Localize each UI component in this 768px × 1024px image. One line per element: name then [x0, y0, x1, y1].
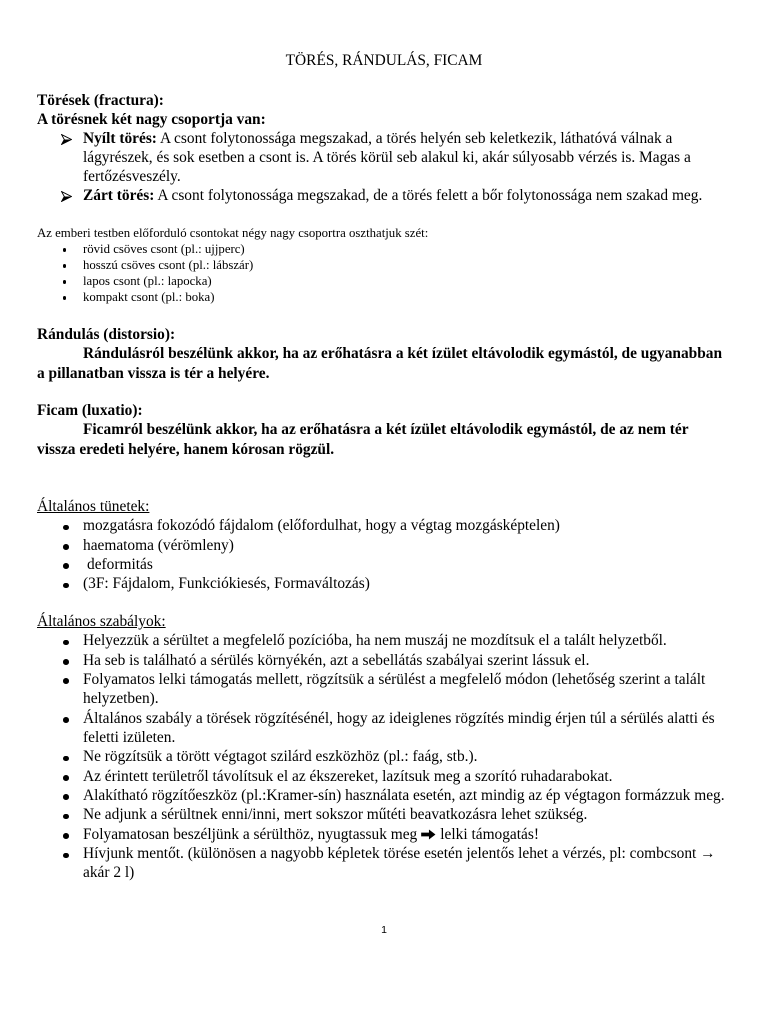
fractures-section — [37, 91, 737, 205]
rule-text-line: Ha seb is található a sérülés környékén, azt a sebellátás szabályai szerint lássuk el. — [83, 651, 590, 669]
symptoms-section — [37, 497, 737, 593]
rule-text-line: Alakítható rögzítőeszköz (pl.:Kramer-sín) használata esetén, azt mindig az ép végtagon formázzuk meg. — [83, 787, 725, 805]
rule-text: Folyamatosan beszéljünk a sérülthöz, nyugtassuk meg — [83, 825, 418, 843]
symptoms-heading: Általános tünetek: — [37, 498, 150, 515]
bone-type-item — [37, 257, 737, 273]
bullet-icon — [63, 794, 69, 800]
rule-text-line: Az érintett területről távolítsuk el az ékszereket, lazítsuk meg a szorító ruhadarabokat. — [83, 767, 613, 785]
rules-heading: Általános szabályok: — [37, 613, 166, 630]
rule-text-line: feletti izületen. — [83, 729, 176, 747]
symptom-item — [37, 536, 737, 555]
fracture-type-line — [83, 129, 737, 148]
rule-text-line: akár 2 l) — [83, 864, 135, 882]
dislocation-definition-line: Ficamról beszélünk akkor, ha az erőhatásra a két ízület eltávolodik egymástól, de az nem tér — [83, 421, 689, 439]
dislocation-definition-line: vissza eredeti helyére, hanem kórosan rögzül. — [37, 440, 335, 458]
bullet-icon — [63, 248, 67, 252]
rule-text-line: helyzetben). — [83, 690, 159, 708]
symptom-text: (3F: Fájdalom, Funkciókiesés, Formaváltozás) — [83, 575, 370, 593]
bone-type-label: hosszú csöves csont (pl.: lábszár) — [83, 257, 254, 272]
rule-item — [37, 670, 737, 709]
symptom-item — [37, 555, 737, 574]
sprain-section — [37, 325, 737, 383]
rule-text-line — [83, 825, 737, 844]
bullet-icon — [63, 563, 69, 569]
bullet-icon — [63, 833, 69, 839]
symptom-text: mozgatásra fokozódó fájdalom (előfordulhat, hogy a végtag mozgásképtelen) — [83, 517, 560, 535]
rules-section — [37, 612, 737, 883]
symptom-line — [83, 555, 737, 574]
bone-types-intro: Az emberi testben előforduló csontokat négy nagy csoportra oszthatjuk szét: — [37, 225, 429, 240]
bone-type-label: rövid csöves csont (pl.: ujjperc) — [83, 241, 245, 256]
sprain-heading: Rándulás (distorsio): — [37, 326, 176, 343]
fracture-type-term: Zárt törés: — [83, 187, 155, 204]
rule-item — [37, 844, 737, 883]
heavy-right-arrow-icon — [421, 829, 436, 840]
bullet-icon — [63, 296, 67, 300]
fracture-type-open — [37, 129, 737, 186]
fracture-type-description: A csont folytonossága megszakad, de a törés felett a bőr folytonossága nem szakad meg. — [157, 187, 703, 204]
bullet-icon — [63, 525, 69, 531]
rule-text-line: Folyamatos lelki támogatás mellett, rögzítsük a sérülést a megfelelő módon (lehetőség szerint a talált — [83, 671, 706, 689]
fracture-type-description-line: fertőzésveszély. — [83, 168, 181, 185]
bone-type-item — [37, 241, 737, 257]
rule-item — [37, 709, 737, 748]
bullet-icon — [63, 814, 69, 820]
rule-item — [37, 747, 737, 766]
bullet-icon — [63, 544, 69, 550]
rule-item — [37, 786, 737, 805]
bullet-icon — [63, 775, 69, 781]
bullet-icon — [63, 264, 67, 268]
fracture-type-description: A csont folytonossága megszakad, a törés helyén seb keletkezik, láthatóvá válnak a — [159, 130, 673, 147]
fracture-type-term: Nyílt törés: — [83, 130, 157, 147]
bullet-icon — [63, 756, 69, 762]
sprain-definition-line: a pillanatban vissza is tér a helyére. — [37, 364, 270, 382]
dislocation-section — [37, 401, 737, 459]
fractures-heading: Törések (fractura): — [37, 92, 164, 109]
bullet-icon — [63, 280, 67, 284]
page-number: 1 — [381, 924, 387, 936]
bullet-icon — [63, 640, 69, 646]
rule-item — [37, 805, 737, 824]
bone-type-item — [37, 289, 737, 305]
fracture-groups-intro: A törésnek két nagy csoportja van: — [37, 111, 266, 128]
document-title: TÖRÉS, RÁNDULÁS, FICAM — [285, 52, 483, 69]
rule-text-line: Hívjunk mentőt. (különösen a nagyobb képletek törése esetén jelentős lehet a vérzés, pl: combcsont → — [83, 845, 716, 863]
sprain-definition-line: Rándulásról beszélünk akkor, ha az erőhatásra a két ízület eltávolodik egymástól, de ugyanabban — [83, 345, 723, 363]
bullet-icon — [63, 717, 69, 723]
fracture-type-line — [83, 186, 737, 205]
symptom-text: haematoma (vérömleny) — [83, 536, 234, 554]
symptom-item — [37, 516, 737, 535]
symptom-text: deformitás — [87, 555, 153, 573]
bone-type-label: kompakt csont (pl.: boka) — [83, 289, 215, 304]
arrowhead-bullet-icon — [61, 134, 72, 145]
symptom-item — [37, 574, 737, 593]
rule-text-line: Általános szabály a törések rögzítésénél, hogy az ideiglenes rögzítés mindig érjen túl a sérülés alatti és — [83, 709, 715, 727]
fracture-type-description-line: lágyrészek, és sok esetben a csont is. A törés körül seb alakul ki, akár súlyosabb vérzés is. Magas a — [83, 149, 691, 166]
bullet-icon — [63, 659, 69, 665]
rule-item — [37, 825, 737, 844]
bone-type-label: lapos csont (pl.: lapocka) — [83, 273, 212, 288]
rule-text-line: Helyezzük a sérültet a megfelelő pozícióba, ha nem muszáj ne mozdítsuk el a talált helyzetből. — [83, 632, 667, 650]
rule-item — [37, 651, 737, 670]
rule-item — [37, 767, 737, 786]
fracture-type-closed — [37, 186, 737, 205]
dislocation-heading: Ficam (luxatio): — [37, 402, 143, 419]
rule-text-line: Ne adjunk a sérültnek enni/inni, mert sokszor műtéti beavatkozásra lehet szükség. — [83, 806, 588, 824]
bullet-icon — [63, 853, 69, 859]
bullet-icon — [63, 678, 69, 684]
bone-types-section — [37, 225, 737, 305]
rule-text: lelki támogatás! — [440, 825, 539, 843]
bone-type-item — [37, 273, 737, 289]
arrowhead-bullet-icon — [61, 191, 72, 202]
bullet-icon — [63, 583, 69, 589]
rule-item — [37, 631, 737, 650]
rule-text-line: Ne rögzítsük a törött végtagot szilárd eszközhöz (pl.: faág, stb.). — [83, 748, 478, 766]
